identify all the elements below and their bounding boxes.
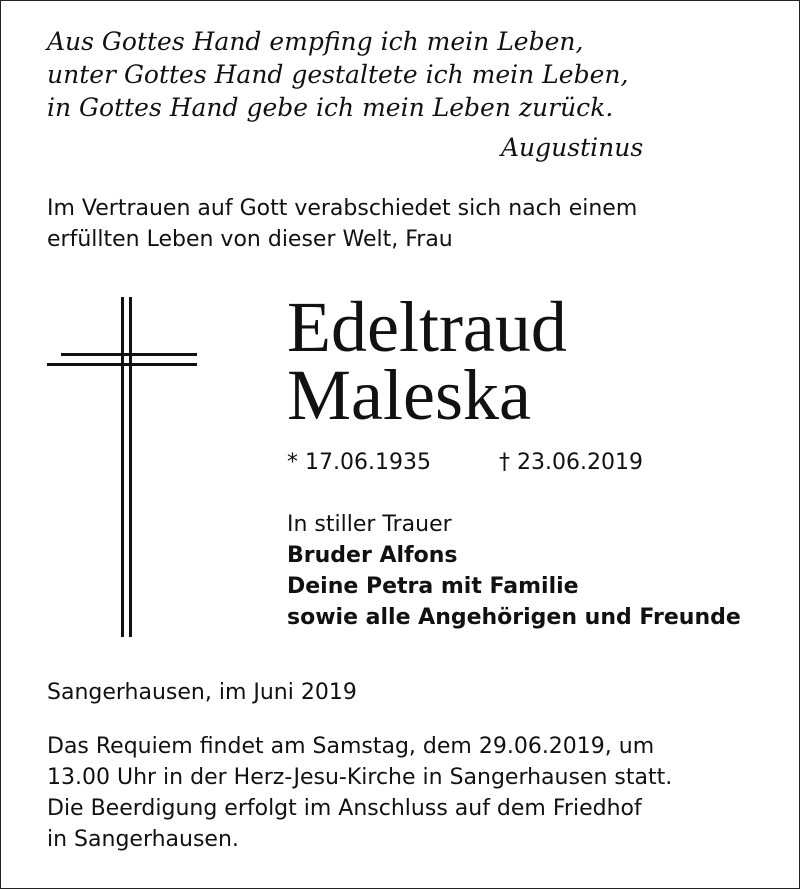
funeral-line: Das Requiem findet am Samstag, dem 29.06.2019, um bbox=[47, 734, 655, 759]
intro-line: erfüllten Leben von dieser Welt, Frau bbox=[47, 227, 453, 252]
place-date: Sangerhausen, im Juni 2019 bbox=[47, 680, 357, 705]
mourners-heading: In stiller Trauer bbox=[287, 512, 452, 537]
intro-line: Im Vertrauen auf Gott verabschiedet sich nach einem bbox=[47, 196, 638, 221]
deceased-first-name: Edeltraud bbox=[287, 287, 567, 367]
death-date: † 23.06.2019 bbox=[499, 450, 643, 475]
quote-author: Augustinus bbox=[501, 133, 644, 162]
mourner-name: Bruder Alfons bbox=[287, 543, 458, 568]
mourners bbox=[287, 509, 787, 633]
funeral-line: Die Beerdigung erfolgt im Anschluss auf dem Friedhof bbox=[47, 796, 642, 821]
quote-line: in Gottes Hand gebe ich mein Leben zurück. bbox=[47, 93, 614, 122]
intro-text bbox=[47, 193, 767, 255]
quote bbox=[47, 25, 747, 124]
life-dates bbox=[287, 447, 727, 479]
funeral-info bbox=[47, 731, 767, 855]
mourner-name: Deine Petra mit Familie bbox=[287, 574, 579, 599]
mourner-name: sowie alle Angehörigen und Freunde bbox=[287, 605, 741, 630]
birth-date: * 17.06.1935 bbox=[287, 450, 431, 475]
funeral-line: 13.00 Uhr in der Herz-Jesu-Kirche in Sangerhausen statt. bbox=[47, 765, 673, 790]
cross-icon bbox=[47, 297, 197, 637]
quote-line: unter Gottes Hand gestaltete ich mein Leben, bbox=[47, 60, 629, 89]
quote-line: Aus Gottes Hand empfing ich mein Leben, bbox=[47, 27, 584, 56]
deceased-name bbox=[287, 287, 567, 435]
deceased-last-name: Maleska bbox=[287, 355, 531, 435]
funeral-line: in Sangerhausen. bbox=[47, 827, 239, 852]
